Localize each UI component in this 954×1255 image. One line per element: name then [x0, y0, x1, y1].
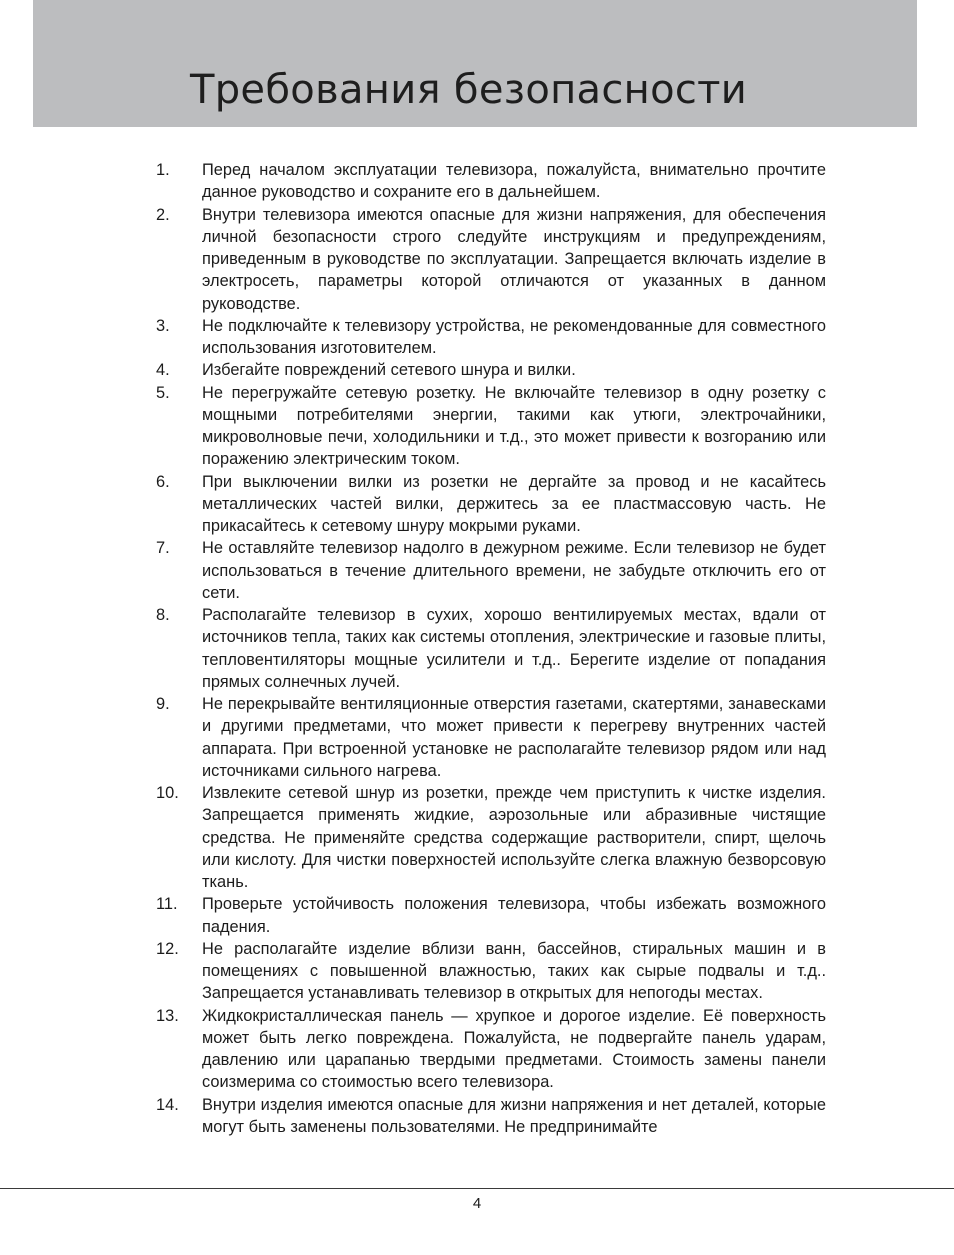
rule-item-14: [156, 1094, 826, 1139]
rule-number: 4.: [156, 361, 170, 380]
rule-item-7: [156, 537, 826, 604]
rule-item-1: [156, 159, 826, 204]
safety-rules-section: [156, 159, 826, 1138]
rule-number: 12.: [156, 939, 179, 958]
rule-item-2: [156, 204, 826, 315]
rule-number: 3.: [156, 316, 170, 335]
rule-text: Не перекрывайте вентиляционные отверстия газетами, скатертями, занавесками и другими предметами, что может привести к перегреву внутренних частей аппарата. При встроенной установке не располагайте телевизор рядом или над источниками сильного нагрева.: [202, 695, 826, 780]
rule-text: Извлеките сетевой шнур из розетки, прежде чем приступить к чистке изделия. Запрещается применять жидкие, аэрозольные или абразивные чистящие средства. Не применяйте средства содержащие растворители, спирт, щелочь или кислоту. Для чистки поверхностей используйте слегка влажную безворсовую ткань.: [202, 784, 826, 891]
rule-text: Жидкокристаллическая панель — хрупкое и дорогое изделие. Её поверхность может быть легко повреждена. Пожалуйста, не подвергайте панель ударам, давлению или царапанью твердыми предметами. Стоимость замены панели соизмерима со стоимостью всего телевизора.: [202, 1006, 826, 1092]
rule-item-6: [156, 471, 826, 538]
rule-text: Перед началом эксплуатации телевизора, пожалуйста, внимательно прочтите данное руководство и сохраните его в дальнейшем.: [202, 161, 826, 202]
rule-text: Внутри телевизора имеются опасные для жизни напряжения, для обеспечения личной безопасности строго следуйте инструкциям и предупреждениям, приведенным в руководстве по эксплуатации. Запрещается включать изделие в электросеть, параметры которой отличаются от указанных в данном руководстве.: [202, 205, 826, 313]
rule-number: 13.: [156, 1006, 179, 1025]
rule-item-13: [156, 1005, 826, 1094]
rule-text: Не оставляйте телевизор надолго в дежурном режиме. Если телевизор не будет использоваться в течение длительного времени, не забудьте отключить его от сети.: [202, 539, 826, 602]
rule-item-5: [156, 382, 826, 471]
header-band: [33, 0, 917, 127]
rule-text: Не перегружайте сетевую розетку. Не включайте телевизор в одну розетку с мощными потребителями энергии, такими как утюги, электрочайники, микроволновые печи, холодильники и т.д., это может привести к возгоранию или поражению электрическим током.: [202, 383, 826, 469]
rule-text: Не располагайте изделие вблизи ванн, бассейнов, стиральных машин и в помещениях с повышенной влажностью, таких как сырые подвалы и т.д.. Запрещается устанавливать телевизор в открытых для непогоды местах.: [202, 939, 826, 1003]
rule-item-11: [156, 893, 826, 938]
footer-divider: [0, 1188, 954, 1189]
page-title: Требования безопасности: [190, 67, 748, 113]
rule-number: 7.: [156, 539, 170, 558]
rule-text: Внутри изделия имеются опасные для жизни напряжения и нет деталей, которые могут быть заменены пользователями. Не предпринимайте: [202, 1095, 826, 1136]
rule-number: 10.: [156, 784, 179, 802]
rule-number: 2.: [156, 205, 170, 224]
rule-text: Не подключайте к телевизору устройства, не рекомендованные для совместного использования изготовителем.: [202, 316, 826, 357]
rule-number: 9.: [156, 695, 170, 713]
rule-text: Избегайте повреждений сетевого шнура и вилки.: [202, 361, 576, 380]
rule-number: 5.: [156, 383, 170, 402]
rule-item-3: [156, 315, 826, 360]
rule-number: 11.: [156, 895, 178, 914]
safety-rules-list: [156, 159, 826, 1138]
rule-text: Проверьте устойчивость положения телевизора, чтобы избежать возможного падения.: [202, 895, 826, 936]
rule-number: 14.: [156, 1095, 179, 1114]
rule-text: Располагайте телевизор в сухих, хорошо вентилируемых местах, вдали от источников тепла, таких как системы отопления, электрические и газовые плиты, тепловентиляторы мощные усилители и т.д.. Берегите изделие от попадания прямых солнечных лучей.: [202, 606, 826, 691]
rule-number: 8.: [156, 606, 170, 624]
page-number: 4: [472, 1195, 482, 1212]
rule-item-10: [156, 782, 826, 893]
rule-item-4: [156, 359, 826, 381]
rule-number: 1.: [156, 161, 170, 179]
rule-item-12: [156, 938, 826, 1005]
rule-text: При выключении вилки из розетки не дергайте за провод и не касайтесь металлических частей вилки, держитесь за ее пластмассовую часть. Не прикасайтесь к сетевому шнуру мокрыми руками.: [202, 472, 826, 535]
rule-item-8: [156, 604, 826, 693]
rule-number: 6.: [156, 472, 170, 491]
rule-item-9: [156, 693, 826, 782]
